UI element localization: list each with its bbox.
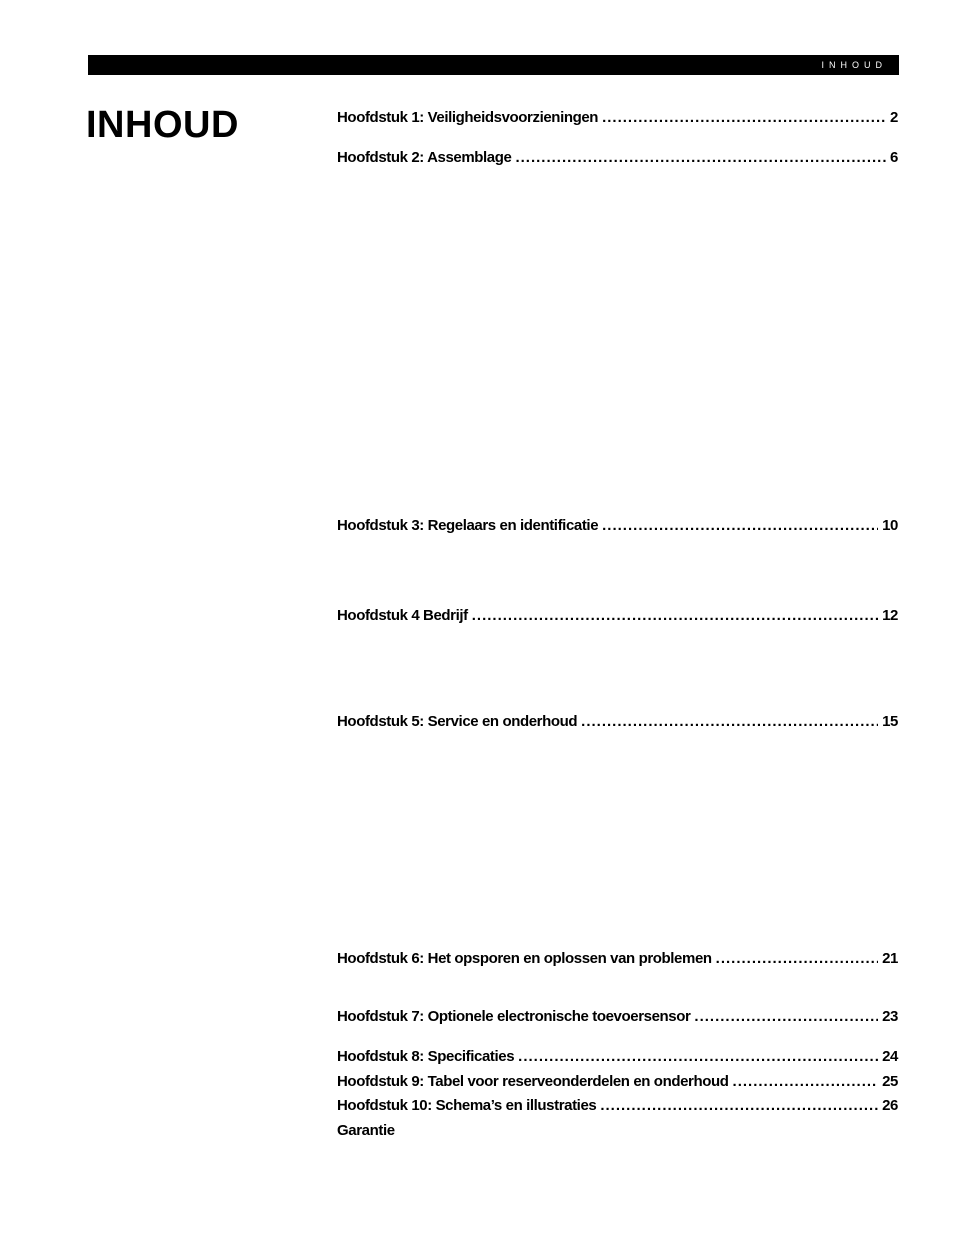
toc-entry-chapter-8[interactable] (337, 1047, 898, 1067)
toc-entry-title: Hoofdstuk 10: Schema’s en illustraties (337, 1097, 597, 1114)
toc-page-number: 10 (882, 517, 898, 534)
toc-dot-leader (472, 606, 878, 626)
toc-entry-title: Garantie (337, 1122, 395, 1139)
toc-dot-leader (518, 1047, 878, 1067)
toc-dot-leader (694, 1007, 878, 1027)
toc-entry-chapter-9[interactable] (337, 1072, 898, 1092)
toc-entry-chapter-1[interactable] (337, 108, 898, 128)
toc-dot-leader (602, 108, 886, 128)
page-title: INHOUD (86, 104, 239, 146)
toc-page-number: 21 (882, 950, 898, 967)
toc-entry-title: Hoofdstuk 5: Service en onderhoud (337, 713, 578, 730)
toc-entry-title: Hoofdstuk 9: Tabel voor reserveonderdelen en onderhoud (337, 1073, 729, 1090)
toc-entry-warranty[interactable] (337, 1121, 898, 1141)
toc-page-number: 6 (890, 149, 898, 166)
toc-entry-title: Hoofdstuk 2: Assemblage (337, 149, 512, 166)
toc-entry-chapter-10[interactable] (337, 1096, 898, 1116)
toc-entry-chapter-5[interactable] (337, 712, 898, 732)
toc-page-number: 12 (882, 607, 898, 624)
toc-entry-title: Hoofdstuk 6: Het opsporen en oplossen van problemen (337, 950, 712, 967)
toc-entry-chapter-6[interactable] (337, 949, 898, 969)
toc-entry-title: Hoofdstuk 1: Veiligheidsvoorzieningen (337, 109, 599, 126)
toc-entry-title: Hoofdstuk 8: Specificaties (337, 1048, 515, 1065)
toc-dot-leader (515, 148, 886, 168)
toc-entry-title: Hoofdstuk 7: Optionele electronische toevoersensor (337, 1008, 691, 1025)
toc-page-number: 23 (882, 1008, 898, 1025)
toc-dot-leader (716, 949, 878, 969)
toc-page-number: 25 (882, 1073, 898, 1090)
toc-page-number: 24 (882, 1048, 898, 1065)
toc-dot-leader (581, 712, 878, 732)
table-of-contents (337, 0, 898, 1235)
toc-entry-chapter-3[interactable] (337, 516, 898, 536)
toc-entry-chapter-7[interactable] (337, 1007, 898, 1027)
toc-entry-title: Hoofdstuk 4 Bedrijf (337, 607, 468, 624)
toc-entry-chapter-2[interactable] (337, 148, 898, 168)
toc-page-number: 2 (890, 109, 898, 126)
running-header-label: INHOUD (821, 60, 887, 70)
toc-entry-chapter-4[interactable] (337, 606, 898, 626)
toc-dot-leader (602, 516, 878, 536)
toc-page-number: 26 (882, 1097, 898, 1114)
toc-entry-title: Hoofdstuk 3: Regelaars en identificatie (337, 517, 599, 534)
toc-dot-leader (733, 1072, 879, 1092)
toc-dot-leader (600, 1096, 878, 1116)
toc-page-number: 15 (882, 713, 898, 730)
